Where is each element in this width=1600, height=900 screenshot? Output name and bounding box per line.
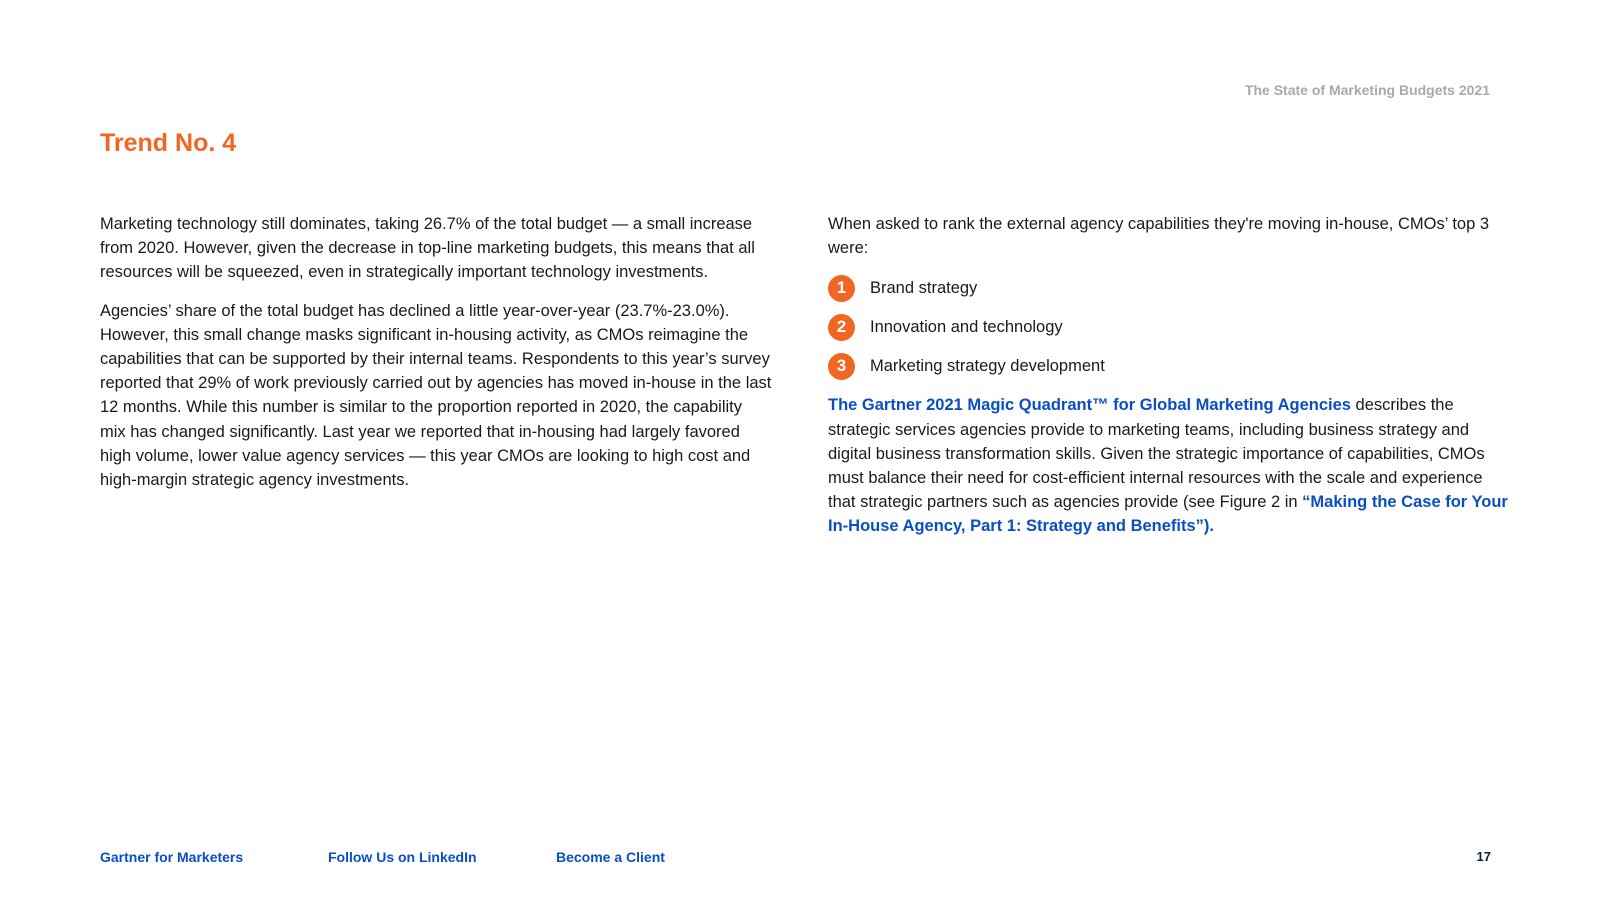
ranked-item: [828, 352, 1508, 380]
rank-number-badge: 2: [828, 314, 855, 341]
magic-quadrant-paragraph: [828, 393, 1508, 538]
paragraph-martech: Marketing technology still dominates, taking 26.7% of the total budget — a small increase from 2020. However, given the decrease in top-line marketing budgets, this means that all resources will be squeezed, even in strategically important technology investments.: [100, 215, 755, 282]
page-number: 17: [1476, 849, 1491, 864]
paragraph-agencies: Agencies’ share of the total budget has declined a little year-over-year (23.7%-23.0%). However, this small change masks significant in-housing activity, as CMOs reimagine the capabilities that can be supported by their internal teams. Respondents to this year’s survey reported that 29% of work previously carried out by agencies has moved in-house in the last 12 months. While this number is similar to the proportion reported in 2020, the capability mix has changed significantly. Last year we reported that in-housing had largely favored high volume, lower value agency services — this year CMOs are looking to high cost and high-margin strategic agency investments.: [100, 301, 772, 490]
rank-number-badge: 1: [828, 275, 855, 302]
magic-quadrant-link[interactable]: The Gartner 2021 Magic Quadrant™ for Global Marketing Agencies: [828, 396, 1351, 415]
footer: [100, 849, 1500, 869]
document-title: The State of Marketing Budgets 2021: [1244, 82, 1490, 98]
trend-heading: Trend No. 4: [100, 129, 237, 157]
left-column: [100, 212, 772, 506]
ranking-intro: When asked to rank the external agency capabilities they're moving in-house, CMOs’ top 3 were:: [828, 215, 1490, 258]
magic-quadrant-description: describes the strategic services agencies provide to marketing teams, including business strategy and digital business transformation skills. Given the strategic importance of capabilities, CMOs must balance their need for cost-efficient internal resources with the scale and experience that strategic partners such as agencies provide (see Figure 2 in: [828, 396, 1485, 512]
become-a-client-link[interactable]: Become a Client: [556, 849, 665, 865]
ranked-item-label: Innovation and technology: [870, 318, 1063, 337]
ranked-item: [828, 313, 1508, 341]
follow-linkedin-link[interactable]: Follow Us on LinkedIn: [328, 849, 477, 865]
ranked-item: [828, 274, 1508, 302]
rank-number-badge: 3: [828, 353, 855, 380]
in-house-agency-report-link[interactable]: “Making the Case for Your In-House Agency, Part 1: Strategy and Benefits”).: [828, 493, 1508, 536]
gartner-for-marketers-link[interactable]: Gartner for Marketers: [100, 849, 244, 865]
ranked-capabilities-list: [828, 274, 1508, 380]
ranked-item-label: Brand strategy: [870, 279, 978, 298]
ranked-item-label: Marketing strategy development: [870, 357, 1105, 376]
right-column: [828, 212, 1508, 553]
